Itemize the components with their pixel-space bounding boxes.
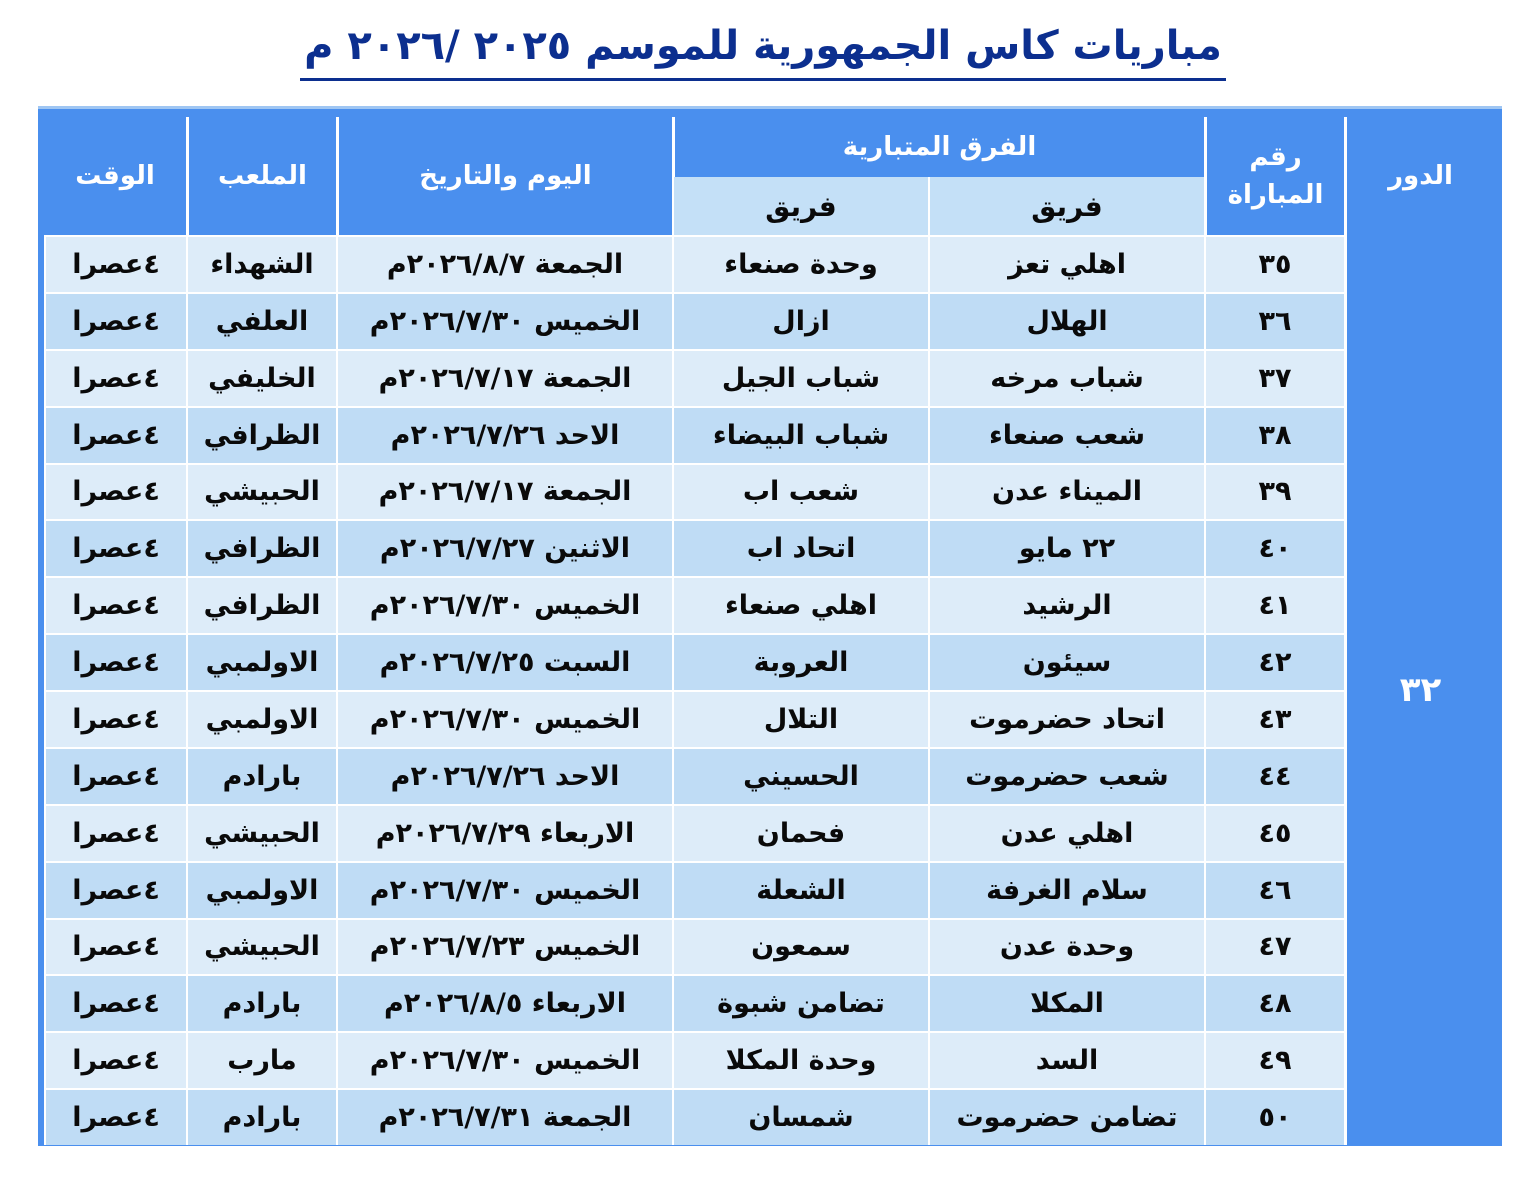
team-b: سمعون — [672, 918, 928, 975]
match-date: الخميس ٢٠٢٦/٧/٣٠م — [336, 690, 672, 747]
match-number: ٣٥ — [1204, 235, 1344, 292]
team-a: السد — [928, 1031, 1204, 1088]
team-b: وحدة المكلا — [672, 1031, 928, 1088]
match-number: ٤٥ — [1204, 804, 1344, 861]
match-time: ٤عصرا — [44, 235, 186, 292]
table-row — [44, 1031, 1494, 1088]
title-wrap — [0, 20, 1526, 81]
match-time: ٤عصرا — [44, 804, 186, 861]
team-b: التلال — [672, 690, 928, 747]
stadium: الاولمبي — [186, 861, 336, 918]
round-value: ٣٢ — [1344, 235, 1494, 1145]
team-a: الميناء عدن — [928, 463, 1204, 520]
stadium: الحبيشي — [186, 918, 336, 975]
table-row — [44, 576, 1494, 633]
team-a: شعب صنعاء — [928, 406, 1204, 463]
match-number: ٤٦ — [1204, 861, 1344, 918]
team-b: اهلي صنعاء — [672, 576, 928, 633]
header-match-number — [1204, 117, 1344, 235]
table-row — [44, 292, 1494, 349]
team-b: الشعلة — [672, 861, 928, 918]
stadium: بارادم — [186, 1088, 336, 1145]
header-teams: الفرق المتبارية — [672, 117, 1204, 177]
table-row — [44, 235, 1494, 292]
team-b: شمسان — [672, 1088, 928, 1145]
header-stadium: الملعب — [186, 117, 336, 235]
team-a: شباب مرخه — [928, 349, 1204, 406]
match-date: السبت ٢٠٢٦/٧/٢٥م — [336, 633, 672, 690]
table-row — [44, 861, 1494, 918]
team-b: شباب البيضاء — [672, 406, 928, 463]
team-b: الحسيني — [672, 747, 928, 804]
match-date: الاربعاء ٢٠٢٦/٧/٢٩م — [336, 804, 672, 861]
stadium: الخليفي — [186, 349, 336, 406]
stadium: الحبيشي — [186, 463, 336, 520]
match-date: الخميس ٢٠٢٦/٧/٣٠م — [336, 576, 672, 633]
stadium: العلفي — [186, 292, 336, 349]
header-round: الدور — [1344, 117, 1494, 235]
match-date: الجمعة ٢٠٢٦/٧/٣١م — [336, 1088, 672, 1145]
header-time: الوقت — [44, 117, 186, 235]
match-date: الجمعة ٢٠٢٦/٧/١٧م — [336, 463, 672, 520]
match-time: ٤عصرا — [44, 519, 186, 576]
match-time: ٤عصرا — [44, 633, 186, 690]
team-b: العروبة — [672, 633, 928, 690]
match-number: ٤٨ — [1204, 974, 1344, 1031]
match-time: ٤عصرا — [44, 974, 186, 1031]
match-date: الخميس ٢٠٢٦/٧/٣٠م — [336, 861, 672, 918]
stadium: بارادم — [186, 974, 336, 1031]
team-a: ٢٢ مايو — [928, 519, 1204, 576]
stadium: الظرافي — [186, 519, 336, 576]
page-title: مباريات كاس الجمهورية للموسم ٢٠٢٥ /٢٠٢٦ م — [300, 20, 1226, 81]
match-number: ٥٠ — [1204, 1088, 1344, 1145]
team-a: الرشيد — [928, 576, 1204, 633]
match-number: ٤٣ — [1204, 690, 1344, 747]
match-time: ٤عصرا — [44, 292, 186, 349]
table-row — [44, 747, 1494, 804]
team-a: المكلا — [928, 974, 1204, 1031]
table-row — [44, 349, 1494, 406]
match-time: ٤عصرا — [44, 861, 186, 918]
team-b: اتحاد اب — [672, 519, 928, 576]
match-number: ٤٩ — [1204, 1031, 1344, 1088]
match-number: ٤٢ — [1204, 633, 1344, 690]
stadium: الظرافي — [186, 576, 336, 633]
match-date: الاحد ٢٠٢٦/٧/٢٦م — [336, 406, 672, 463]
team-b: ازال — [672, 292, 928, 349]
match-date: الجمعة ٢٠٢٦/٧/١٧م — [336, 349, 672, 406]
team-a: اهلي عدن — [928, 804, 1204, 861]
team-b: شعب اب — [672, 463, 928, 520]
match-date: الاحد ٢٠٢٦/٧/٢٦م — [336, 747, 672, 804]
table-row — [44, 918, 1494, 975]
match-time: ٤عصرا — [44, 1088, 186, 1145]
table-row — [44, 406, 1494, 463]
match-time: ٤عصرا — [44, 349, 186, 406]
match-date: الجمعة ٢٠٢٦/٨/٧م — [336, 235, 672, 292]
stadium: مارب — [186, 1031, 336, 1088]
schedule-table — [44, 117, 1494, 1145]
match-date: الخميس ٢٠٢٦/٧/٣٠م — [336, 292, 672, 349]
match-number: ٣٨ — [1204, 406, 1344, 463]
match-number: ٣٦ — [1204, 292, 1344, 349]
table-row — [44, 1088, 1494, 1145]
match-time: ٤عصرا — [44, 690, 186, 747]
match-number: ٤٧ — [1204, 918, 1344, 975]
match-number: ٤٠ — [1204, 519, 1344, 576]
match-number: ٣٩ — [1204, 463, 1344, 520]
header-match-number-text: رقم المباراة — [1227, 142, 1324, 210]
match-time: ٤عصرا — [44, 1031, 186, 1088]
match-number: ٣٧ — [1204, 349, 1344, 406]
match-time: ٤عصرا — [44, 576, 186, 633]
table-row — [44, 974, 1494, 1031]
match-number: ٤٤ — [1204, 747, 1344, 804]
team-a: وحدة عدن — [928, 918, 1204, 975]
header-team-b: فريق — [672, 177, 928, 235]
stadium: الاولمبي — [186, 690, 336, 747]
match-date: الاثنين ٢٠٢٦/٧/٢٧م — [336, 519, 672, 576]
match-time: ٤عصرا — [44, 406, 186, 463]
match-number: ٤١ — [1204, 576, 1344, 633]
table-row — [44, 633, 1494, 690]
match-time: ٤عصرا — [44, 918, 186, 975]
schedule-frame — [38, 106, 1502, 1146]
stadium: الشهداء — [186, 235, 336, 292]
team-b: وحدة صنعاء — [672, 235, 928, 292]
match-time: ٤عصرا — [44, 463, 186, 520]
table-row — [44, 804, 1494, 861]
team-b: شباب الجيل — [672, 349, 928, 406]
team-a: شعب حضرموت — [928, 747, 1204, 804]
schedule-rows — [44, 235, 1494, 1145]
table-row — [44, 690, 1494, 747]
team-b: تضامن شبوة — [672, 974, 928, 1031]
stadium: الحبيشي — [186, 804, 336, 861]
header-team-a: فريق — [928, 177, 1204, 235]
team-a: الهلال — [928, 292, 1204, 349]
match-date: الاربعاء ٢٠٢٦/٨/٥م — [336, 974, 672, 1031]
match-date: الخميس ٢٠٢٦/٧/٢٣م — [336, 918, 672, 975]
table-row — [44, 519, 1494, 576]
team-b: فحمان — [672, 804, 928, 861]
table-row — [44, 463, 1494, 520]
team-a: سيئون — [928, 633, 1204, 690]
team-a: اتحاد حضرموت — [928, 690, 1204, 747]
stadium: الظرافي — [186, 406, 336, 463]
team-a: اهلي تعز — [928, 235, 1204, 292]
match-date: الخميس ٢٠٢٦/٧/٣٠م — [336, 1031, 672, 1088]
stadium: بارادم — [186, 747, 336, 804]
stadium: الاولمبي — [186, 633, 336, 690]
team-a: سلام الغرفة — [928, 861, 1204, 918]
team-a: تضامن حضرموت — [928, 1088, 1204, 1145]
match-time: ٤عصرا — [44, 747, 186, 804]
header-date: اليوم والتاريخ — [336, 117, 672, 235]
